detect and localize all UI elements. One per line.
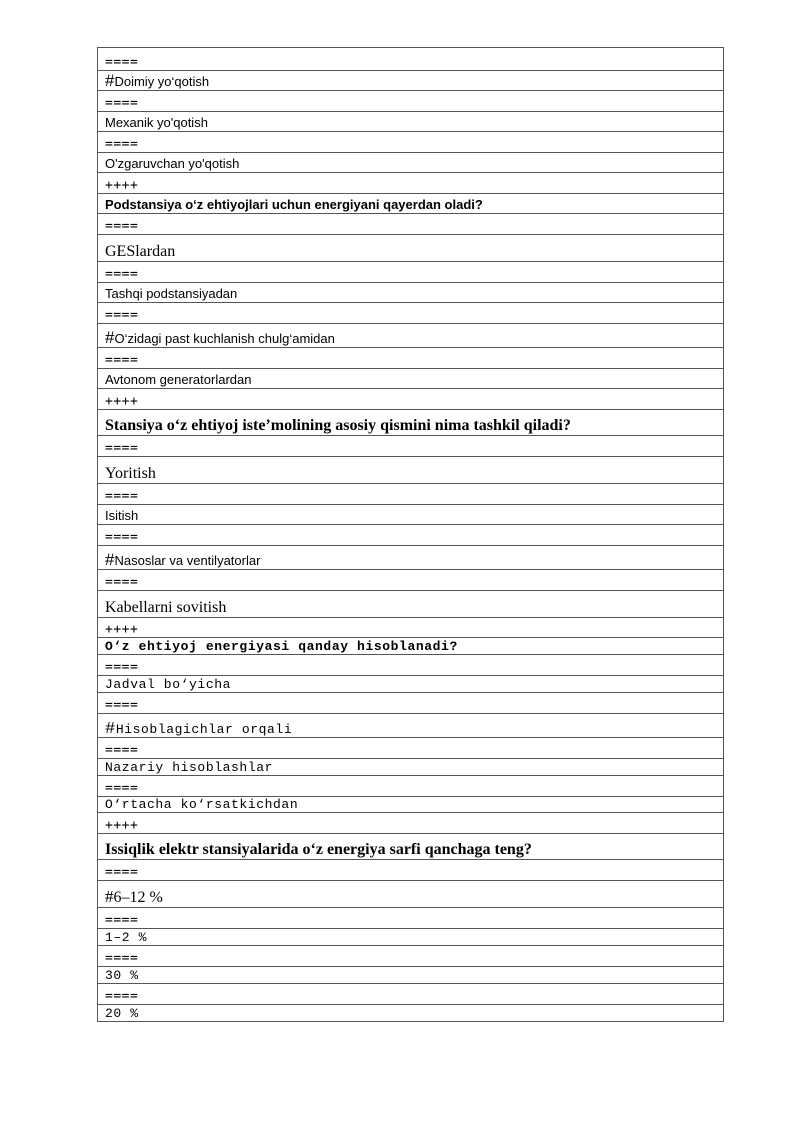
table-cell (98, 797, 724, 813)
separator-cell (98, 262, 724, 283)
separator-cell (98, 946, 724, 967)
correct-answer-marker: # (105, 720, 116, 738)
separator-cell (98, 693, 724, 714)
separator-text: ==== (105, 489, 139, 504)
table-cell (98, 235, 724, 262)
separator-row (98, 173, 724, 194)
table-cell (98, 194, 724, 214)
separator-cell (98, 618, 724, 638)
table-cell (98, 929, 724, 946)
correct-answer-marker: # (105, 550, 115, 569)
table-row (98, 759, 724, 776)
cell-text: 20 % (105, 1006, 139, 1021)
table-row (98, 638, 724, 655)
separator-cell (98, 389, 724, 410)
separator-text: ==== (105, 660, 139, 675)
cell-text: Kabellarni sovitish (105, 599, 227, 616)
separator-text: ++++ (105, 622, 139, 637)
separator-row (98, 525, 724, 546)
table-cell (98, 967, 724, 984)
separator-row (98, 984, 724, 1005)
separator-row (98, 262, 724, 283)
table-cell (98, 714, 724, 738)
separator-text: ==== (105, 308, 139, 323)
table-cell (98, 324, 724, 348)
separator-row (98, 91, 724, 112)
table-row (98, 1005, 724, 1022)
table-cell (98, 881, 724, 908)
separator-cell (98, 91, 724, 112)
correct-answer-marker: # (105, 887, 114, 906)
separator-row (98, 860, 724, 881)
separator-text: ==== (105, 96, 139, 111)
separator-row (98, 618, 724, 638)
correct-answer-marker: # (105, 328, 115, 347)
separator-row (98, 132, 724, 153)
table-cell (98, 410, 724, 436)
separator-cell (98, 860, 724, 881)
test-question-table (97, 47, 724, 1022)
correct-answer-marker: # (105, 71, 115, 90)
cell-text: Yoritish (105, 465, 156, 482)
separator-cell (98, 813, 724, 834)
separator-cell (98, 776, 724, 797)
table-cell (98, 546, 724, 570)
separator-text: ==== (105, 530, 139, 545)
separator-row (98, 214, 724, 235)
table-cell (98, 591, 724, 618)
table-row (98, 881, 724, 908)
table-row (98, 324, 724, 348)
separator-text: ==== (105, 441, 139, 456)
table-cell (98, 1005, 724, 1022)
cell-text: Nasoslar va ventilyatorlar (114, 553, 261, 568)
separator-row (98, 908, 724, 929)
separator-text: ==== (105, 219, 139, 234)
cell-text: Issiqlik elektr stansiyalarida o‘z energiya sarfi qanchaga teng? (105, 841, 532, 858)
table-cell (98, 638, 724, 655)
separator-row (98, 655, 724, 676)
separator-text: ==== (105, 781, 139, 796)
separator-row (98, 303, 724, 324)
separator-text: ==== (105, 951, 139, 966)
table-cell (98, 457, 724, 484)
separator-row (98, 946, 724, 967)
separator-row (98, 436, 724, 457)
table-row (98, 967, 724, 984)
cell-text: O'zgaruvchan yo'qotish (105, 156, 240, 171)
separator-row (98, 738, 724, 759)
separator-cell (98, 570, 724, 591)
separator-row (98, 813, 724, 834)
separator-text: ==== (105, 55, 139, 70)
table-row (98, 112, 724, 132)
separator-text: ==== (105, 989, 139, 1004)
separator-text: ++++ (105, 818, 139, 833)
separator-text: ==== (105, 353, 139, 368)
cell-text: O‘z ehtiyoj energiyasi qanday hisoblanadi? (105, 639, 458, 654)
table-row (98, 410, 724, 436)
table-cell (98, 676, 724, 693)
table-row (98, 194, 724, 214)
separator-text: ==== (105, 575, 139, 590)
separator-row (98, 484, 724, 505)
separator-text: ++++ (105, 178, 139, 193)
table-cell (98, 112, 724, 132)
separator-cell (98, 48, 724, 71)
table-body (98, 48, 724, 1022)
table-row (98, 369, 724, 389)
cell-text: Nazariy hisoblashlar (105, 760, 274, 775)
cell-text: 1–2 % (105, 930, 148, 945)
table-row (98, 929, 724, 946)
table-cell (98, 369, 724, 389)
table-row (98, 505, 724, 525)
separator-cell (98, 484, 724, 505)
table-cell (98, 759, 724, 776)
cell-text: Hisoblagichlar orqali (115, 722, 293, 737)
table-cell (98, 153, 724, 173)
cell-text: O‘zidagi past kuchlanish chulg‘amidan (114, 331, 335, 346)
cell-text: 6–12 % (113, 889, 163, 906)
separator-text: ==== (105, 743, 139, 758)
table-cell (98, 834, 724, 860)
cell-text: Podstansiya o‘z ehtiyojlari uchun energiyani qayerdan oladi? (105, 197, 483, 212)
cell-text: O‘rtacha ko‘rsatkichdan (105, 797, 299, 812)
table-row (98, 153, 724, 173)
table-row (98, 546, 724, 570)
table-row (98, 714, 724, 738)
separator-cell (98, 738, 724, 759)
separator-row (98, 693, 724, 714)
separator-cell (98, 173, 724, 194)
table-row (98, 235, 724, 262)
table-row (98, 834, 724, 860)
table-cell (98, 71, 724, 91)
separator-row (98, 348, 724, 369)
separator-cell (98, 132, 724, 153)
table-row (98, 457, 724, 484)
table-cell (98, 283, 724, 303)
separator-cell (98, 525, 724, 546)
cell-text: Avtonom generatorlardan (105, 372, 252, 387)
cell-text: Isitish (105, 508, 139, 523)
cell-text: Tashqi podstansiyadan (105, 286, 238, 301)
cell-text: Doimiy yo‘qotish (114, 74, 210, 89)
separator-row (98, 776, 724, 797)
separator-row (98, 48, 724, 71)
separator-cell (98, 303, 724, 324)
separator-cell (98, 348, 724, 369)
separator-cell (98, 984, 724, 1005)
table-row (98, 71, 724, 91)
separator-text: ==== (105, 913, 139, 928)
separator-cell (98, 655, 724, 676)
separator-row (98, 389, 724, 410)
cell-text: 30 % (105, 968, 139, 983)
separator-text: ==== (105, 698, 139, 713)
separator-cell (98, 908, 724, 929)
table-row (98, 283, 724, 303)
cell-text: Mexanik yo'qotish (105, 115, 208, 130)
cell-text: Jadval bo‘yicha (105, 677, 232, 692)
separator-text: ==== (105, 865, 139, 880)
separator-text: ==== (105, 267, 139, 282)
table-row (98, 591, 724, 618)
cell-text: GESlardan (105, 243, 176, 260)
separator-text: ++++ (105, 394, 139, 409)
table-row (98, 676, 724, 693)
separator-cell (98, 436, 724, 457)
separator-row (98, 570, 724, 591)
table-cell (98, 505, 724, 525)
cell-text: Stansiya o‘z ehtiyoj iste’molining asosiy qismini nima tashkil qiladi? (105, 417, 571, 434)
separator-text: ==== (105, 137, 139, 152)
separator-cell (98, 214, 724, 235)
table-row (98, 797, 724, 813)
